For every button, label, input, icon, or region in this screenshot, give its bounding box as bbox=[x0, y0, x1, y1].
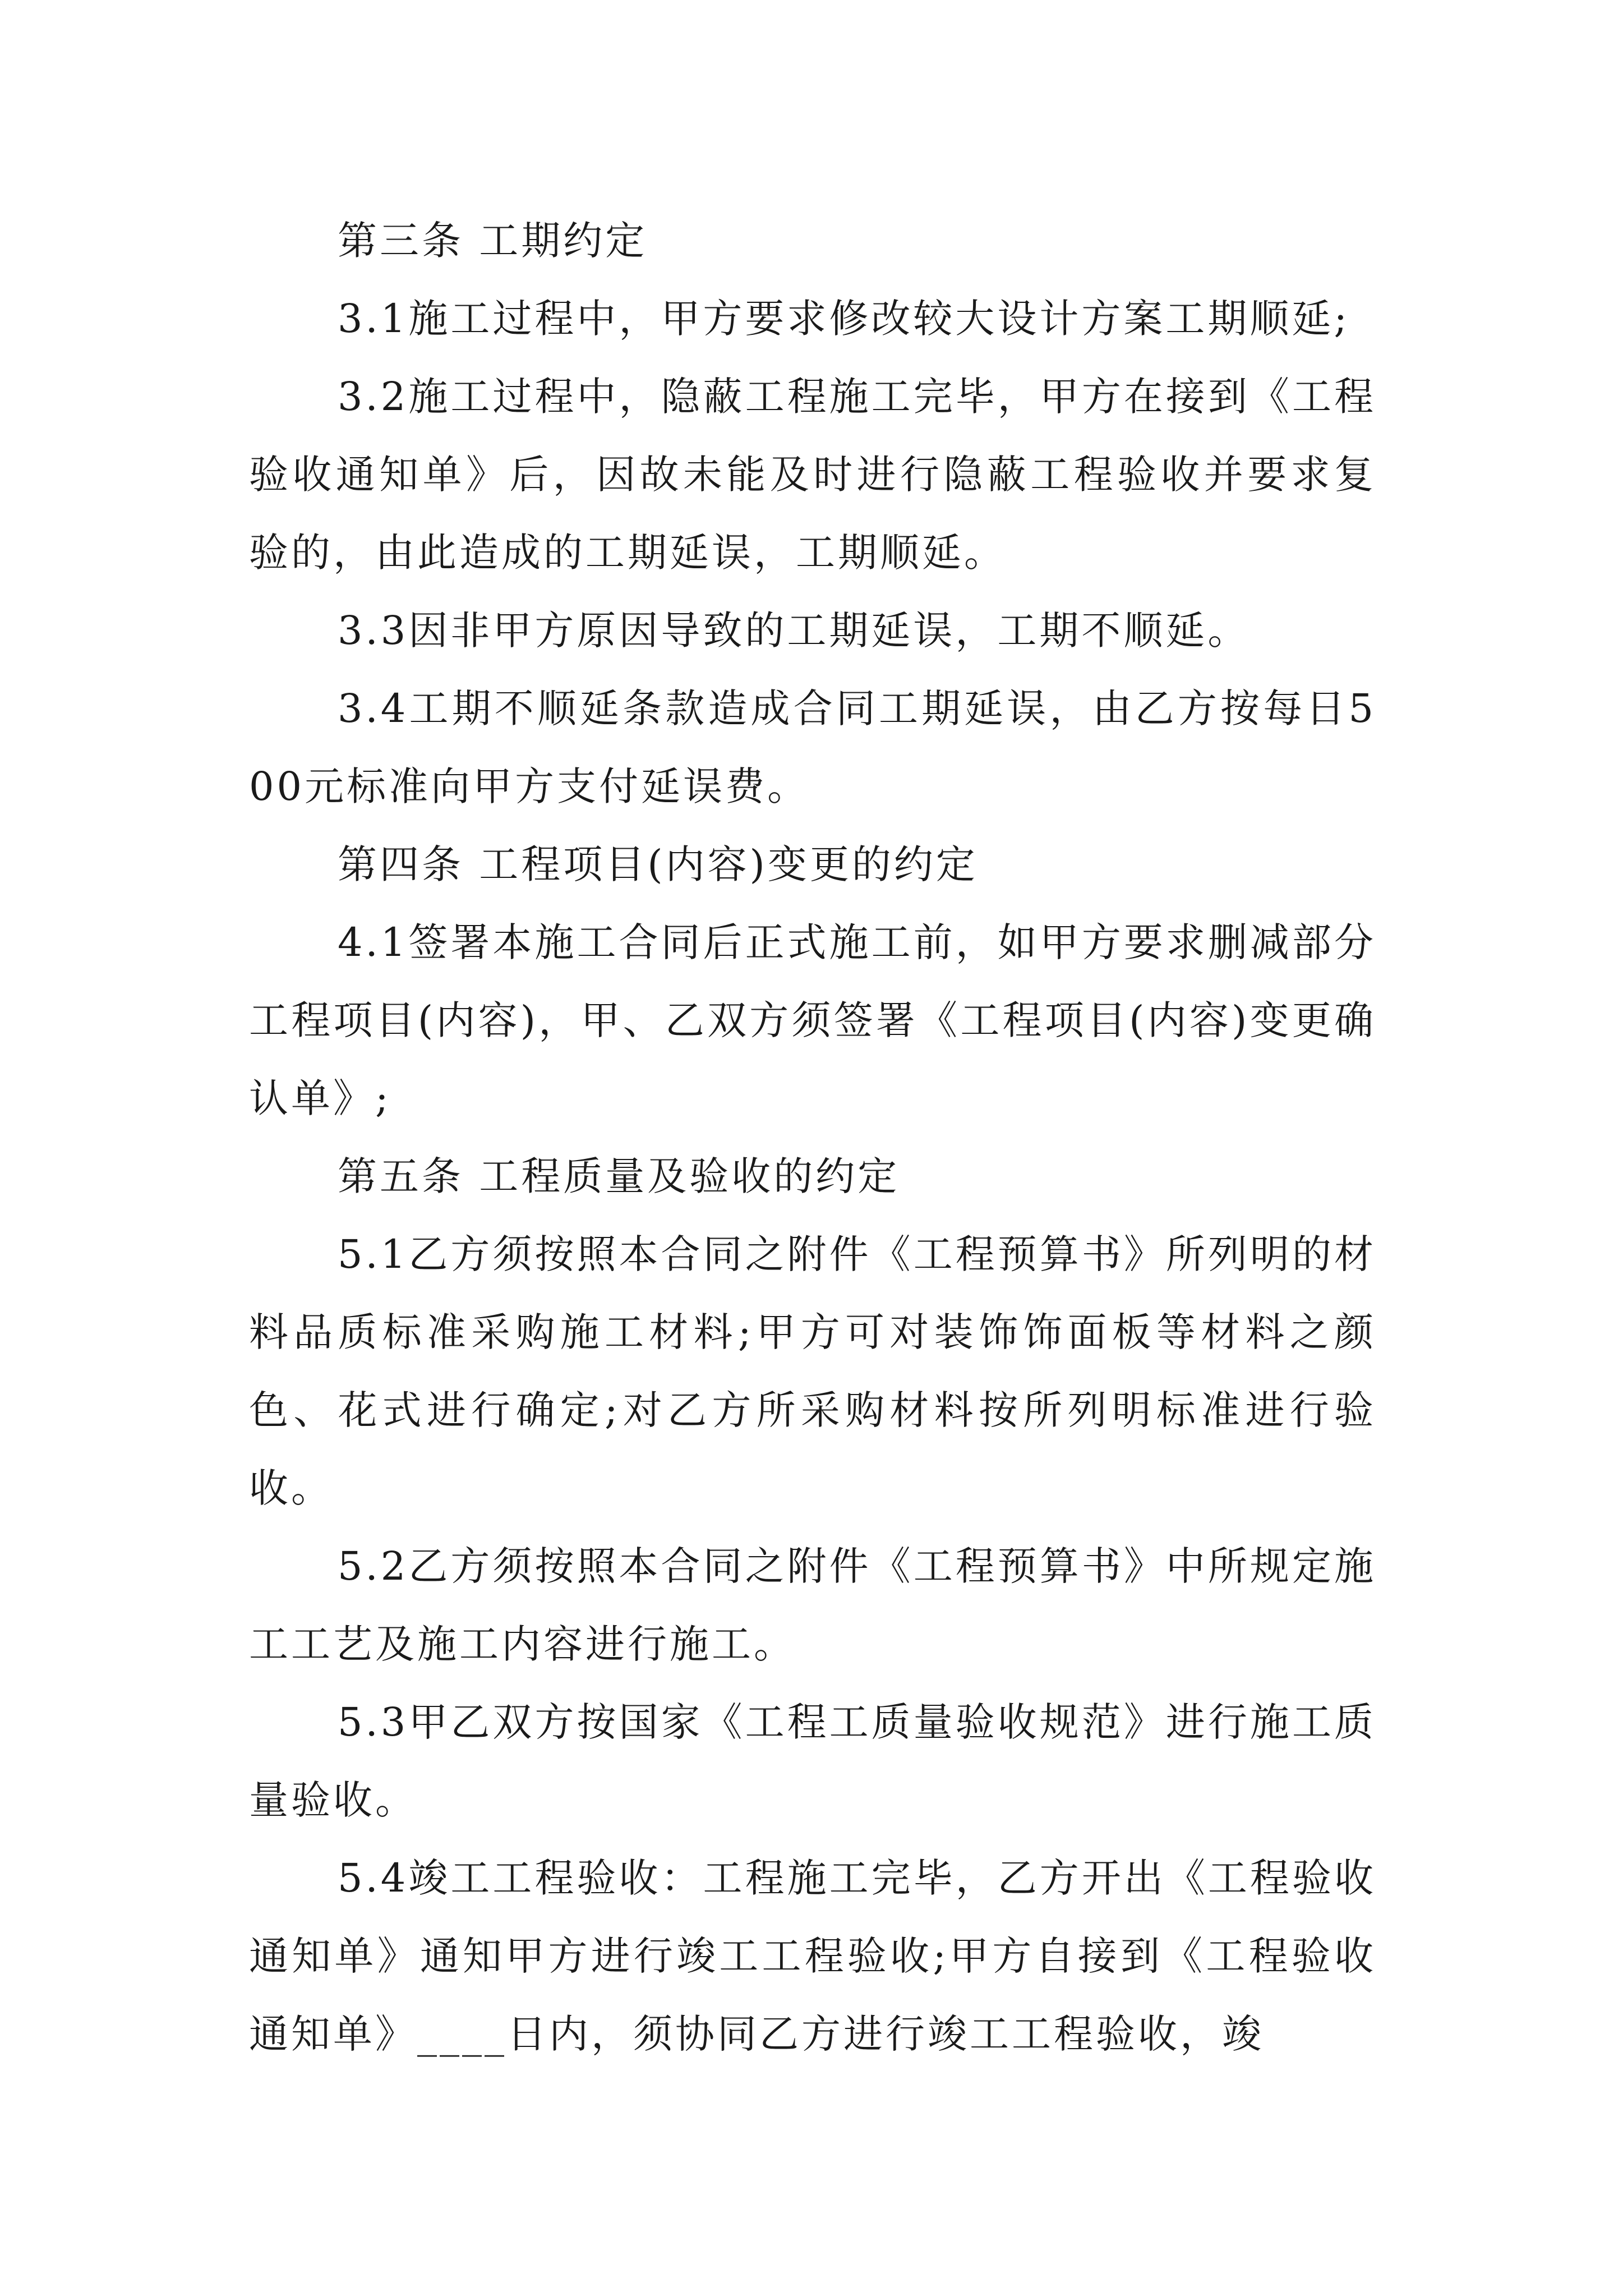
clause-3-4: 3.4工期不顺延条款造成合同工期延误，由乙方按每日500元标准向甲方支付延误费。 bbox=[249, 685, 1376, 809]
clause-4-1: 4.1签署本施工合同后正式施工前，如甲方要求删减部分工程项目(内容)，甲、乙双方须签署《工程项目(内容)变更确认单》; bbox=[249, 919, 1376, 1121]
section-heading-3: 第三条 工期约定 bbox=[338, 218, 648, 264]
clause-3-3: 3.3因非甲方原因导致的工期延误，工期不顺延。 bbox=[338, 608, 1250, 654]
clause-5-3: 5.3甲乙双方按国家《工程工质量验收规范》进行施工质量验收。 bbox=[249, 1699, 1376, 1823]
section-heading-4: 第四条 工程项目(内容)变更的约定 bbox=[338, 841, 978, 887]
section-heading-5: 第五条 工程质量及验收的约定 bbox=[338, 1153, 900, 1199]
clause-5-1: 5.1乙方须按照本合同之附件《工程预算书》所列明的材料品质标准采购施工材料;甲方可对装饰饰面板等材料之颜色、花式进行确定;对乙方所采购材料按所列明标准进行验收。 bbox=[249, 1231, 1376, 1511]
clause-3-2: 3.2施工过程中，隐蔽工程施工完毕，甲方在接到《工程验收通知单》后，因故未能及时进行隐蔽工程验收并要求复验的，由此造成的工期延误，工期顺延。 bbox=[249, 374, 1376, 576]
clause-5-2: 5.2乙方须按照本合同之附件《工程预算书》中所规定施工工艺及施工内容进行施工。 bbox=[249, 1543, 1376, 1667]
document-body bbox=[249, 202, 1376, 2073]
clause-3-1: 3.1施工过程中，甲方要求修改较大设计方案工期顺延; bbox=[338, 296, 1350, 342]
clause-5-4: 5.4竣工工程验收：工程施工完毕，乙方开出《工程验收通知单》通知甲方进行竣工工程验收;甲方自接到《工程验收通知单》____日内，须协同乙方进行竣工工程验收，竣 bbox=[249, 1855, 1376, 2057]
